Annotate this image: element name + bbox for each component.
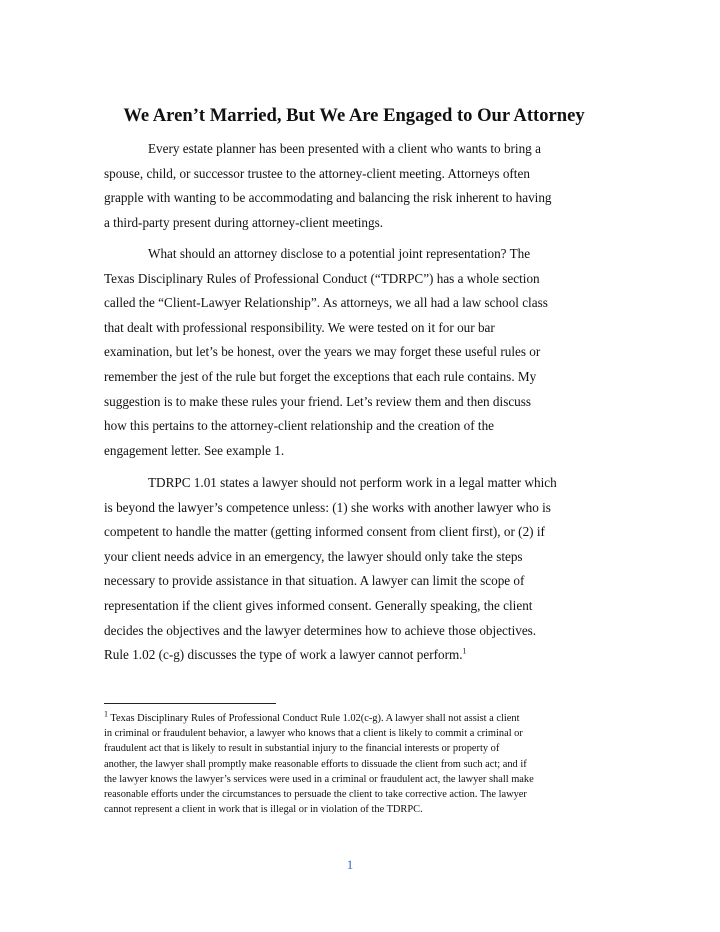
page-number: 1 — [346, 857, 354, 872]
text-line: examination, but let’s be honest, over the years we may forget these useful rules or — [104, 344, 541, 360]
text-line: a third-party present during attorney-client meetings. — [104, 214, 384, 230]
document-title: We Aren’t Married, But We Are Engaged to Our Attorney — [123, 105, 585, 126]
text-line: spouse, child, or successor trustee to the attorney-client meeting. Attorneys often — [104, 165, 530, 181]
footnote-text: Texas Disciplinary Rules of Professional Conduct Rule 1.02(c-g). A lawyer shall not assist a client — [108, 713, 520, 724]
text-line: suggestion is to make these rules your friend. Let’s review them and then discuss — [104, 393, 532, 409]
footnote — [104, 711, 604, 817]
text-line: that dealt with professional responsibility. We were tested on it for our bar — [104, 319, 495, 335]
text-line: grapple with wanting to be accommodating and balancing the risk inherent to having — [104, 190, 552, 206]
text-line: Every estate planner has been presented with a client who wants to bring a — [148, 141, 541, 156]
footnote-line: cannot represent a client in work that is illegal or in violation of the TDRPC. — [104, 804, 423, 816]
text-line: Rule 1.02 (c-g) discusses the type of work a lawyer cannot perform. — [104, 647, 463, 663]
footnote-line: another, the lawyer shall promptly make reasonable efforts to dissuade the client from such act; and if — [104, 758, 527, 770]
text-line: decides the objectives and the lawyer determines how to achieve those objectives. — [104, 622, 537, 638]
text-line: is beyond the lawyer’s competence unless: (1) she works with another lawyer who is — [104, 499, 551, 515]
footnote-marker: 1 — [104, 709, 108, 719]
footnote-line: reasonable efforts under the circumstances to persuade the client to take corrective action. The lawyer — [104, 788, 527, 800]
text-line: competent to handle the matter (getting informed consent from client first), or (2) if — [104, 524, 545, 540]
footnote-line: the lawyer knows the lawyer’s services were used in a criminal or fraudulent act, the lawyer shall make — [104, 773, 534, 785]
text-line: necessary to provide assistance in that situation. A lawyer can limit the scope of — [104, 573, 525, 589]
text-line: Texas Disciplinary Rules of Professional Conduct (“TDRPC”) has a whole section — [104, 270, 540, 286]
text-line: remember the jest of the rule but forget the exceptions that each rule contains. My — [104, 368, 537, 384]
text-line-with-footnote — [104, 643, 604, 668]
footnote-line — [104, 711, 604, 726]
footnote-reference[interactable]: 1 — [462, 646, 467, 656]
footnote-line: fraudulent act that is likely to result in substantial injury to the financial interests or property of — [104, 743, 500, 755]
footnote-separator — [104, 703, 276, 704]
footnote-line: in criminal or fraudulent behavior, a lawyer who knows that a client is likely to commit a criminal or — [104, 728, 523, 740]
text-line: engagement letter. See example 1. — [104, 442, 285, 458]
text-line: TDRPC 1.01 states a lawyer should not perform work in a legal matter which — [148, 475, 557, 490]
text-line: representation if the client gives informed consent. Generally speaking, the client — [104, 597, 533, 613]
paragraph-3 — [104, 471, 604, 668]
text-line: called the “Client-Lawyer Relationship”. As attorneys, we all had a law school class — [104, 295, 548, 311]
text-line: What should an attorney disclose to a potential joint representation? The — [148, 246, 531, 261]
text-line: your client needs advice in an emergency, the lawyer should only take the steps — [104, 548, 523, 564]
paragraph-2 — [104, 242, 604, 463]
text-line: how this pertains to the attorney-client relationship and the creation of the — [104, 418, 495, 434]
paragraph-1 — [104, 137, 604, 235]
